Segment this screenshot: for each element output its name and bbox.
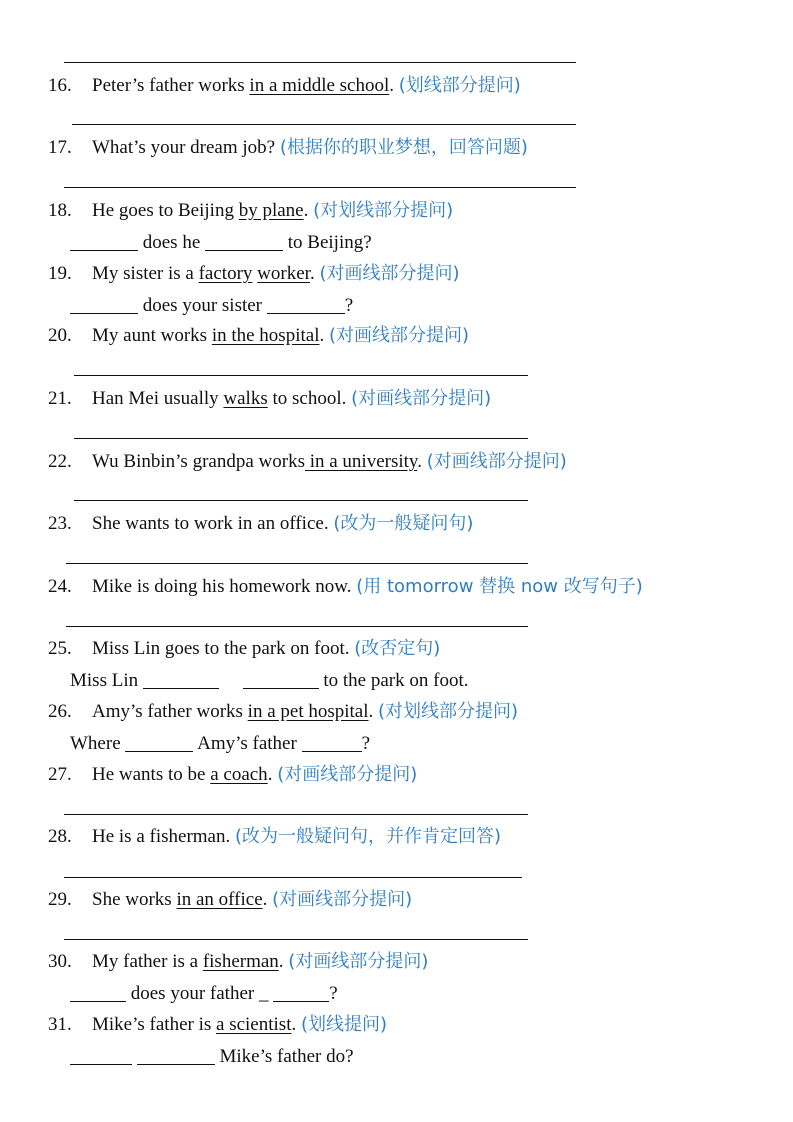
fill-row-18: does he to Beijing?	[70, 231, 372, 255]
hint: (对画线部分提问)	[277, 764, 418, 785]
hint: (对画线部分提问)	[288, 951, 429, 972]
answer-line-17[interactable]	[64, 187, 576, 188]
question-20: 20. My aunt works in the hospital. (对画线部分提问)	[48, 325, 470, 346]
blank[interactable]	[143, 670, 219, 689]
question-21: 21. Han Mei usually walks to school. (对画线部分提问)	[48, 388, 492, 409]
answer-line-22[interactable]	[74, 500, 528, 501]
fill-row-31: Mike’s father do?	[70, 1045, 354, 1069]
answer-line-24[interactable]	[66, 626, 528, 627]
hint: (用 tomorrow 替换 now 改写句子)	[356, 576, 643, 597]
question-18: 18. He goes to Beijing by plane. (对划线部分提问)	[48, 200, 454, 221]
hint: (改否定句)	[354, 638, 441, 659]
question-17: 17. What’s your dream job? (根据你的职业梦想，回答问题)	[48, 137, 528, 158]
answer-line-15[interactable]	[64, 62, 576, 63]
blank[interactable]	[70, 295, 138, 314]
answer-line-29[interactable]	[64, 939, 528, 940]
question-16: 16. Peter’s father works in a middle school. (划线部分提问)	[48, 75, 521, 96]
hint: (对画线部分提问)	[319, 263, 460, 284]
question-28: 28. He is a fisherman. (改为一般疑问句，并作肯定回答)	[48, 826, 502, 847]
hint: (划线提问)	[300, 1014, 388, 1035]
blank[interactable]	[205, 232, 283, 251]
hint: (改为一般疑问句)	[333, 513, 474, 534]
blank[interactable]	[70, 232, 138, 251]
answer-line-21[interactable]	[74, 438, 528, 439]
hint: (根据你的职业梦想，回答问题)	[279, 137, 528, 158]
answer-line-20[interactable]	[74, 375, 528, 376]
hint: (对画线部分提问)	[328, 325, 470, 346]
question-25: 25. Miss Lin goes to the park on foot. (改否定句)	[48, 638, 441, 659]
answer-line-27[interactable]	[64, 814, 528, 815]
hint: (划线部分提问)	[398, 75, 521, 96]
question-22: 22. Wu Binbin’s grandpa works in a university. (对画线部分提问)	[48, 451, 567, 472]
fill-row-19: does your sister ?	[70, 294, 353, 318]
blank[interactable]	[70, 983, 126, 1002]
hint: (对画线部分提问)	[351, 388, 492, 409]
blank[interactable]	[137, 1046, 215, 1065]
question-24: 24. Mike is doing his homework now. (用 tomorrow 替换 now 改写句子)	[48, 576, 643, 597]
hint: (对划线部分提问)	[313, 200, 454, 221]
fill-row-25: Miss Lin to the park on foot.	[70, 670, 469, 691]
question-19: 19. My sister is a factory worker. (对画线部分提问)	[48, 263, 460, 284]
blank[interactable]	[302, 733, 362, 752]
fill-row-30: does your father _ ?	[70, 982, 338, 1006]
blank[interactable]	[125, 733, 193, 752]
hint: (改为一般疑问句，并作肯定回答)	[234, 826, 502, 847]
blank[interactable]	[267, 295, 345, 314]
hint: (对画线部分提问)	[426, 451, 567, 472]
question-30: 30. My father is a fisherman. (对画线部分提问)	[48, 951, 429, 972]
blank[interactable]	[273, 983, 329, 1002]
question-31: 31. Mike’s father is a scientist. (划线提问)	[48, 1014, 388, 1035]
blank[interactable]	[243, 670, 319, 689]
hint: (对画线部分提问)	[272, 889, 413, 910]
question-26: 26. Amy’s father works in a pet hospital. (对划线部分提问)	[48, 701, 519, 722]
answer-line-16[interactable]	[72, 124, 576, 125]
question-27: 27. He wants to be a coach. (对画线部分提问)	[48, 764, 418, 785]
blank[interactable]	[70, 1046, 132, 1065]
question-23: 23. She wants to work in an office. (改为一般疑问句)	[48, 513, 474, 534]
hint: (对划线部分提问)	[378, 701, 519, 722]
answer-line-23[interactable]	[66, 563, 528, 564]
fill-row-26: Where Amy’s father ?	[70, 733, 371, 754]
question-29: 29. She works in an office. (对画线部分提问)	[48, 889, 413, 910]
answer-line-28[interactable]	[64, 877, 522, 878]
